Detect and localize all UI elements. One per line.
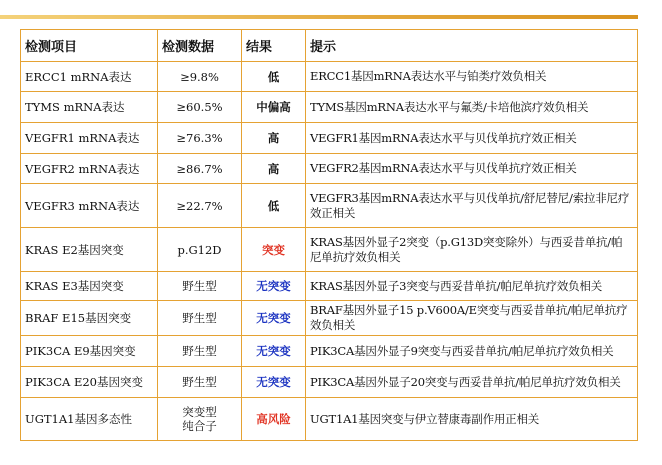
test-result-cell: 无突变: [242, 367, 306, 398]
test-tip-cell: VEGFR1基因mRNA表达水平与贝伐单抗疗效正相关: [306, 123, 638, 154]
genetic-test-report-table: [20, 29, 638, 441]
test-data-cell: ≥76.3%: [158, 123, 242, 154]
test-data-cell: 野生型: [158, 336, 242, 367]
header-tip: 提示: [306, 30, 638, 62]
table-row: [21, 272, 638, 301]
test-item-cell: VEGFR1 mRNA表达: [21, 123, 158, 154]
test-item-cell: ERCC1 mRNA表达: [21, 62, 158, 92]
table-row: [21, 228, 638, 272]
test-item-cell: KRAS E2基因突变: [21, 228, 158, 272]
test-tip-cell: KRAS基因外显子2突变（p.G13D突变除外）与西妥昔单抗/帕尼单抗疗效负相关: [306, 228, 638, 272]
test-item-cell: PIK3CA E20基因突变: [21, 367, 158, 398]
header-item: 检测项目: [21, 30, 158, 62]
test-item-cell: VEGFR3 mRNA表达: [21, 184, 158, 228]
test-result-cell: 高风险: [242, 398, 306, 441]
test-tip-cell: BRAF基因外显子15 p.V600A/E突变与西妥昔单抗/帕尼单抗疗效负相关: [306, 301, 638, 336]
table-row: [21, 367, 638, 398]
test-tip-cell: ERCC1基因mRNA表达水平与铂类疗效负相关: [306, 62, 638, 92]
table-header-row: [21, 30, 638, 62]
test-tip-cell: VEGFR2基因mRNA表达水平与贝伐单抗疗效正相关: [306, 154, 638, 184]
test-tip-cell: UGT1A1基因突变与伊立替康毒副作用正相关: [306, 398, 638, 441]
test-data-cell: ≥9.8%: [158, 62, 242, 92]
test-tip-cell: TYMS基因mRNA表达水平与氟类/卡培他滨疗效负相关: [306, 92, 638, 123]
test-data-cell: 野生型: [158, 301, 242, 336]
test-item-cell: VEGFR2 mRNA表达: [21, 154, 158, 184]
test-item-cell: KRAS E3基因突变: [21, 272, 158, 301]
table-row: [21, 398, 638, 441]
test-result-cell: 中偏高: [242, 92, 306, 123]
test-result-cell: 无突变: [242, 301, 306, 336]
test-result-cell: 无突变: [242, 336, 306, 367]
table-row: [21, 301, 638, 336]
table-row: [21, 123, 638, 154]
table-row: [21, 92, 638, 123]
test-data-cell: p.G12D: [158, 228, 242, 272]
test-data-cell: ≥86.7%: [158, 154, 242, 184]
table-row: [21, 154, 638, 184]
header-result: 结果: [242, 30, 306, 62]
test-result-cell: 突变: [242, 228, 306, 272]
header-rule: [0, 15, 638, 19]
test-tip-cell: PIK3CA基因外显子9突变与西妥昔单抗/帕尼单抗疗效负相关: [306, 336, 638, 367]
header-data: 检测数据: [158, 30, 242, 62]
test-item-cell: PIK3CA E9基因突变: [21, 336, 158, 367]
test-data-cell: ≥22.7%: [158, 184, 242, 228]
test-data-cell: 野生型: [158, 367, 242, 398]
test-tip-cell: PIK3CA基因外显子20突变与西妥昔单抗/帕尼单抗疗效负相关: [306, 367, 638, 398]
test-result-cell: 低: [242, 62, 306, 92]
test-item-cell: TYMS mRNA表达: [21, 92, 158, 123]
test-data-cell: 突变型 纯合子: [158, 398, 242, 441]
table-row: [21, 62, 638, 92]
test-result-cell: 无突变: [242, 272, 306, 301]
test-tip-cell: KRAS基因外显子3突变与西妥昔单抗/帕尼单抗疗效负相关: [306, 272, 638, 301]
test-result-cell: 高: [242, 154, 306, 184]
test-tip-cell: VEGFR3基因mRNA表达水平与贝伐单抗/舒尼替尼/索拉非尼疗效正相关: [306, 184, 638, 228]
test-data-cell: ≥60.5%: [158, 92, 242, 123]
table-row: [21, 184, 638, 228]
test-result-cell: 高: [242, 123, 306, 154]
test-result-cell: 低: [242, 184, 306, 228]
table-row: [21, 336, 638, 367]
test-data-cell: 野生型: [158, 272, 242, 301]
test-item-cell: UGT1A1基因多态性: [21, 398, 158, 441]
test-item-cell: BRAF E15基因突变: [21, 301, 158, 336]
